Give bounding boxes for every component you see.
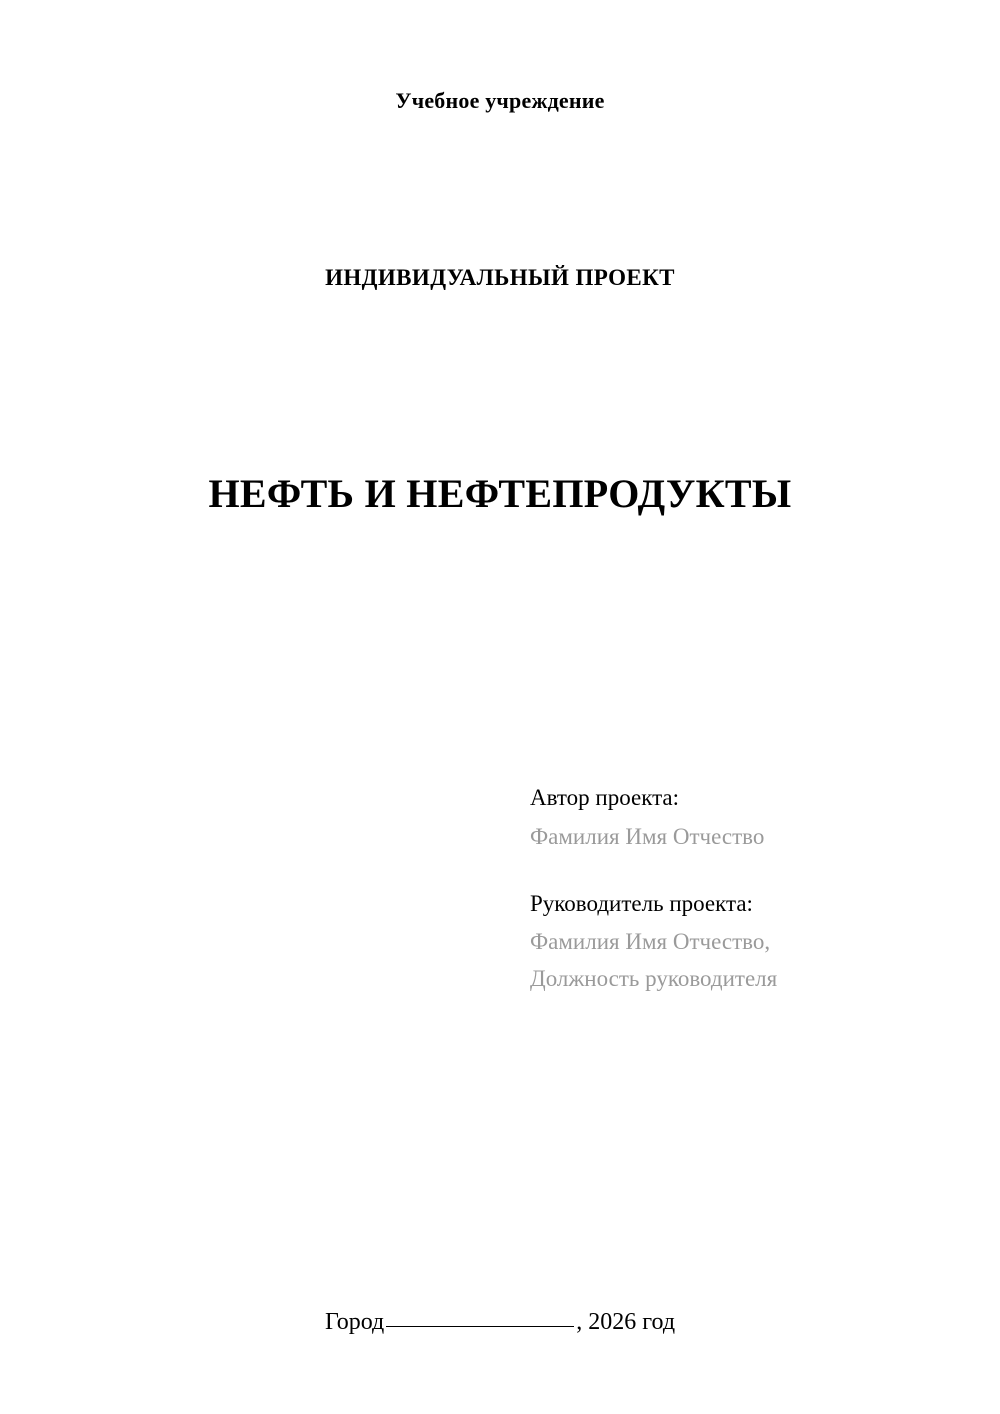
supervisor-value-name: Фамилия Имя Отчество, [530,929,771,955]
city-blank-line [386,1326,574,1327]
supervisor-label: Руководитель проекта: [530,890,753,916]
institution-name: Учебное учреждение [395,88,605,113]
city-label: Город [324,1309,385,1335]
supervisor-value-position: Должность руководителя [530,966,778,992]
credits-block [530,780,930,998]
document-type: ИНДИВИДУАЛЬНЫЙ ПРОЕКТ [325,265,675,290]
page-footer [0,1309,1000,1336]
author-value: Фамилия Имя Отчество [530,823,765,849]
page-title: НЕФТЬ И НЕФТЕПРОДУКТЫ [208,470,792,516]
year-text: , 2026 год [576,1309,676,1335]
author-label: Автор проекта: [530,785,679,810]
credits-spacer [530,856,930,886]
